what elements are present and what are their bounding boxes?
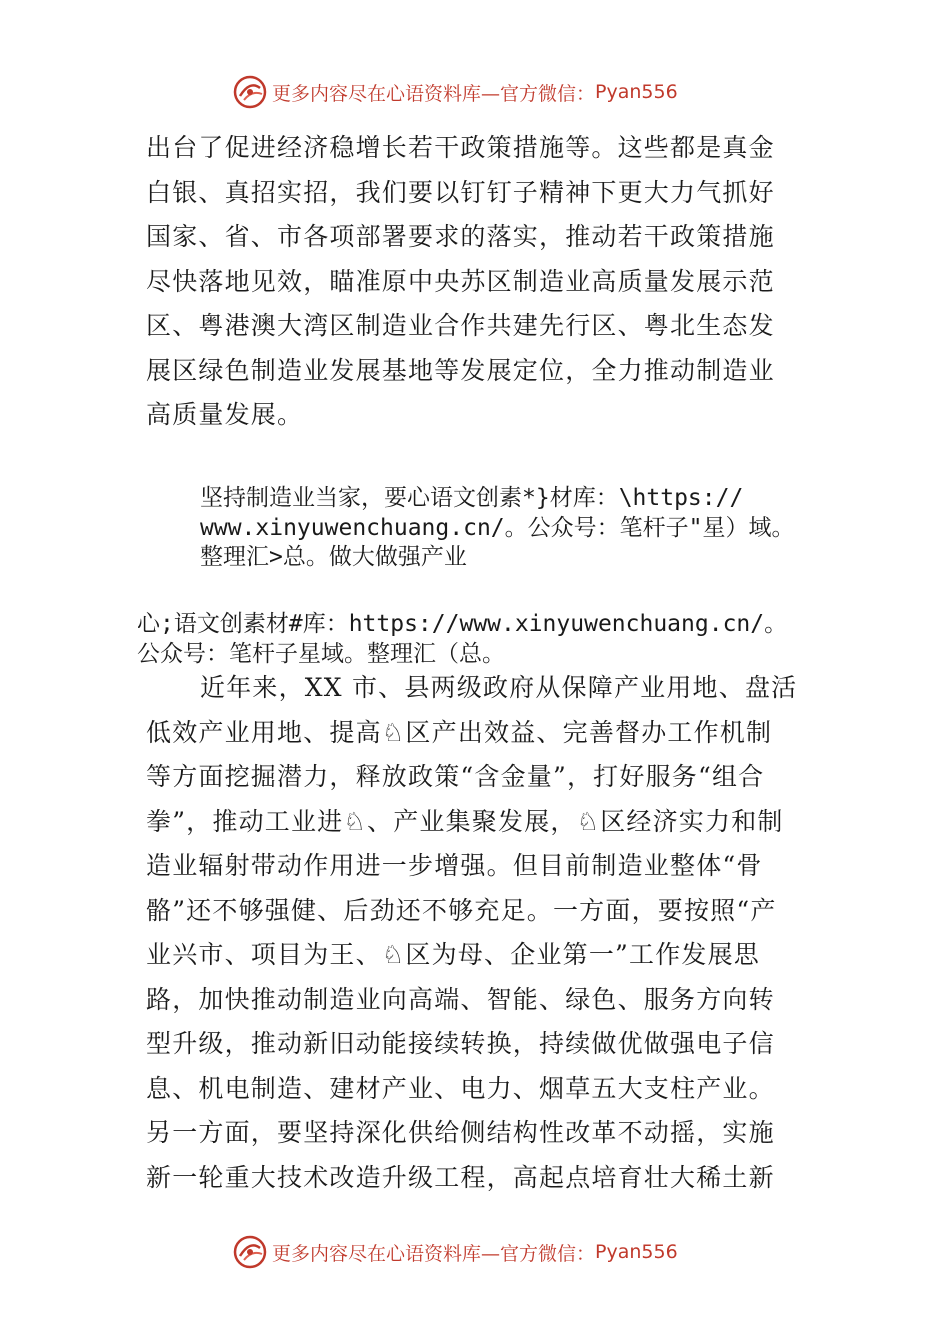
wechat-id: Pyan556 [595,81,678,103]
paragraph-4 [146,666,816,1200]
text-line: www.xinyuwenchuang.cn/。公众号：笔杆子"星）域。 [200,514,795,541]
paragraph-1 [146,126,816,438]
text-line: 整理汇>总。做大做强产业 [200,544,467,570]
text-line: 区、粤港澳大湾区制造业合作共建先行区、粤北生态发 [146,311,775,340]
text-line: 等方面挖掘潜力，释放政策“含金量”，打好服务“组合 [146,762,765,791]
text-line: 尽快落地见效，瞄准原中央苏区制造业高质量发展示范 [146,266,775,296]
text-line: 国家、省、市各项部署要求的落实，推动若干政策措施 [146,222,775,251]
text-line: 造业辐射带动作用进一步增强。但目前制造业整体“骨 [146,851,763,880]
text-line: 公众号：笔杆子星域。整理汇（总。 [137,640,505,667]
text-line: 出台了促进经济稳增长若干政策措施等。这些都是真金 [146,133,775,162]
text-line: 展区绿色制造业发展基地等发展定位，全力推动制造业 [146,355,775,385]
header-banner [232,72,752,112]
logo-icon [232,74,268,110]
text-line: 坚持制造业当家，要心语文创素*}材库：\https:// [200,485,744,511]
text-line: 型升级，推动新旧动能接续转换，持续做优做强电子信 [146,1029,775,1058]
text-line: 白银、真招实招，我们要以钉钉子精神下更大力气抓好 [146,177,775,207]
text-line: 心;语文创素材#库：https://www.xinyuwenchuang.cn/。 [137,611,788,637]
wechat-id: Pyan556 [595,1241,678,1263]
text-line: 新一轮重大技术改造升级工程，高起点培育壮大稀土新 [146,1162,775,1192]
text-line: 骼”还不够强健、后劲还不够充足。一方面，要按照“产 [146,895,777,925]
text-line: 业兴市、项目为王、♘区为母、企业第一”工作发展思 [146,940,760,969]
text-line: 近年来，XX 市、县两级政府从保障产业用地、盘活 [200,673,798,702]
text-line: 拳”，推动工业进♘、产业集聚发展，♘区经济实力和制 [146,806,784,836]
logo-icon [232,1234,268,1270]
banner-text: 更多内容尽在心语资料库—官方微信： [272,1242,596,1265]
text-line: 息、机电制造、建材产业、电力、烟草五大支柱产业。 [146,1073,775,1103]
text-line: 另一方面，要坚持深化供给侧结构性改革不动摇，实施 [146,1118,775,1147]
paragraph-3 [137,610,837,669]
text-line: 高质量发展。 [146,400,304,429]
text-line: 低效产业用地、提高♘区产出效益、完善督办工作机制 [146,717,773,747]
banner-text: 更多内容尽在心语资料库—官方微信： [272,82,596,105]
footer-banner [232,1232,752,1272]
text-line: 路，加快推动制造业向高端、智能、绿色、服务方向转 [146,984,775,1014]
paragraph-2 [200,484,840,573]
